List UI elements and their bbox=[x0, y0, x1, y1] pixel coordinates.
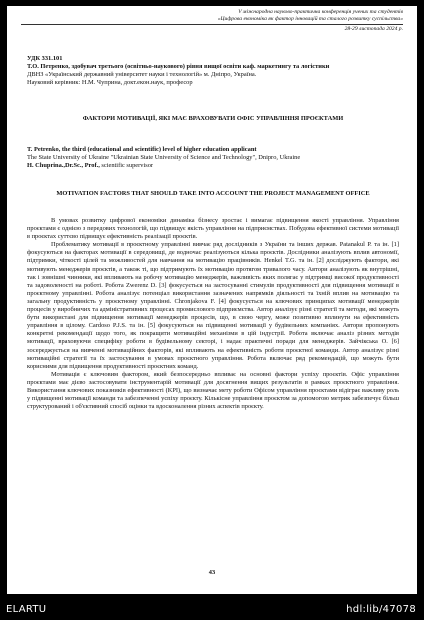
paragraph: Проблематику мотивації в проєктному управлінні вивчає ряд дослідників з України та інших держав. Patanakul P. та ін. [1] фокусуються на факторах мотивації в середовищі, де водночас реалізуються кілька проєктів. Дослідники аналізують вплив автономії, підтримки, чіткості цілей та можливостей для навчання на мотивацію працівників. Henkel T.G. та ін. [2] досліджують фактори, які мотивують менеджерів проєктів, а також ті, що підтримують їх мотивацію протягом тривалого часу. Автори аналізують як внутрішні, так і зовнішні чинники, які впливають на робочу мотивацію менеджерів, важливість яких полягає у підтримці високої продуктивності та задоволеності на роботі. Робота Zwerenz D. [3] фокусується на застосуванні стимулів продуктивності для підвищення мотивації в проєктному управлінні. Робота аналізує потенціал використання зазначених напрямків діяльності та їхній вплив на мотивацію та загальну продуктивність у проєктному управлінні. Chronjakova F. [4] фокусується на ключових принципах мотивації менеджерів процесів у виробничих та адміністративних процесах промислового підприємства. Автор аналізує різні стратегії та методи, які можуть бути використані для підвищення мотивації менеджерів процесів, що, в свою чергу, може позитивно вплинути на ефективність управління в цілому. Cardoso P.J.S. та ін. [5] фокусуються на підвищенні мотивації у будівельних компаніях. Автори пропонують конкретні рекомендації щодо того, як покращити мотиваційні механізми в цій індустрії. Робота включає аналіз різних методів мотивації, враховуючи специфіку роботи в будівельному секторі, і надає практичні поради для менеджерів. Зайчікська О. [6] зосереджується на вивченні мотиваційних факторів, які впливають на ефективність роботи проєктної команди. Автор аналізує різні мотиваційні стратегії та їх застосування в умовах проєктного управління. Робота включає ряд рекомендацій, що можуть бути корисними для підвищення продуктивності проєктних команд. bbox=[27, 241, 399, 370]
paragraph: Мотивація є ключовим фактором, який безпосередньо впливає на основні фактори успіху проєктів. Офіс управління проєктами має дієво застосовувати інструментарій мотивації для досягнення вищих результатів в рамках проєктного управління. Використання ключових показників ефективності (KPI), що визначає мету роботи Офісом управління проєктами відіграє важливу роль у підвищенні мотивації команди та забезпеченні успіху проєкту. Кількісне управління проєктом за допомогою метрик забезпечує більш структурований і об'єктивний спосіб оцінки та вдосконалення різних аспектів проєкту. bbox=[27, 370, 399, 411]
page-number: 43 bbox=[208, 569, 216, 576]
handle-label: hdl:lib/47078 bbox=[346, 604, 416, 615]
affiliation-en: The State University of Ukraine "Ukrainian State University of Science and Technology", Dnipro, Ukraine bbox=[27, 154, 301, 162]
header-conference: V міжнародна науково-практична конференція учених та студентів bbox=[238, 9, 403, 15]
author-name-en: T. Petrenko, the third (educational and scientific) level of higher education applicant bbox=[27, 146, 257, 153]
supervisor-ua: Науковий керівник: Н.М. Чуприна, докт.екон.наук, професор bbox=[27, 79, 193, 87]
header-rule bbox=[21, 24, 403, 25]
author-name-ua: Т.О. Петренко, здобувач третього (освітньо-наукового) рівня вищої освіти каф. маркетингу та логістики bbox=[27, 63, 330, 70]
author-block-en bbox=[27, 146, 399, 170]
udk-code: УДК 331.101 bbox=[27, 55, 63, 62]
affiliation-ua: ДВНЗ «Український державний університет науки і технологій» м. Дніпро, Україна. bbox=[27, 71, 257, 79]
author-block-ua bbox=[27, 63, 399, 87]
paragraph: В умовах розвитку цифрової економіки динаміка бізнесу зростає і вимагає підвищення якості управління. Управління проєктами є однією з передових технологій, що підвищує якість управління на підприємствах. Побудова ефективної системи мотивації в проєктах суттєво підвищує ефективність реалізації проєктів. bbox=[27, 217, 399, 241]
header-theme: «Цифрова економіка як фактор інновацій та сталого розвитку суспільства» bbox=[217, 16, 403, 22]
title-en: MOTIVATION FACTORS THAT SHOULD TAKE INTO ACCOUNT THE PROJECT MANAGEMENT OFFICE bbox=[56, 190, 370, 197]
header-date: 28-29 листопада 2024 р. bbox=[344, 26, 403, 32]
supervisor-name-en: H. Chuprina.,Dr.Sc., Prof., bbox=[27, 162, 100, 170]
title-ua: ФАКТОРИ МОТИВАЦІЇ, ЯКІ МАЄ ВРАХОВУВАТИ ОФІС УПРАВЛІННЯ ПРОЄКТАМИ bbox=[82, 115, 344, 122]
repository-label: ELARTU bbox=[6, 604, 47, 615]
document-page bbox=[7, 6, 417, 594]
supervisor-role-en: scientific supervisor bbox=[99, 162, 154, 170]
supervisor-en bbox=[27, 162, 399, 170]
body-text bbox=[27, 217, 399, 411]
